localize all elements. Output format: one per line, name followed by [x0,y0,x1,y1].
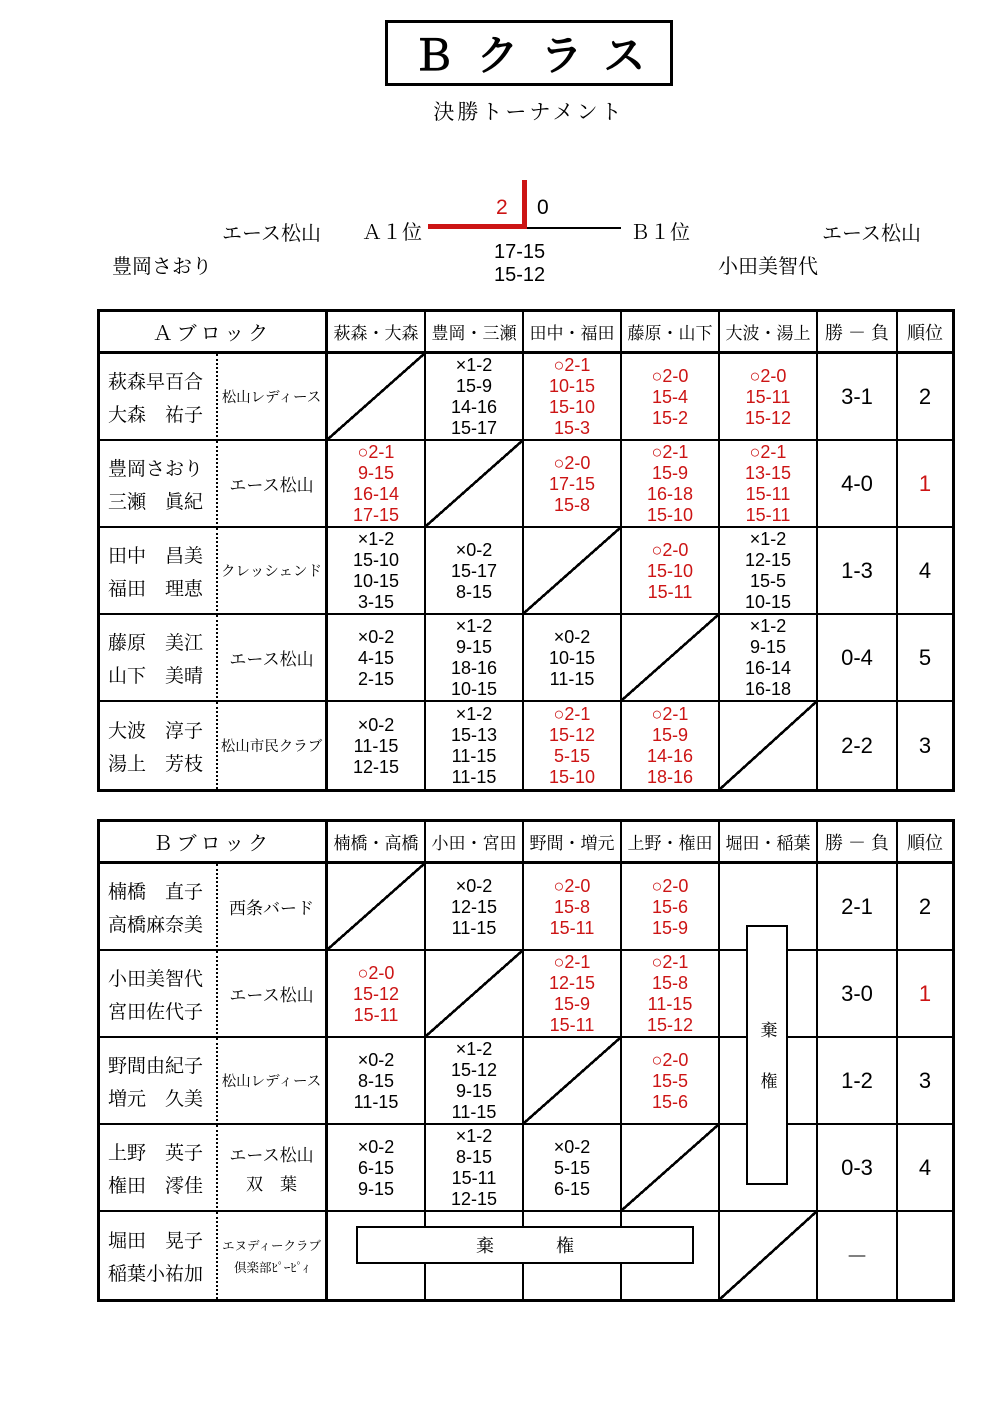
match-result-line: ○2-1 [553,355,591,375]
finalist-left-seed: Ａ１位 [362,222,422,244]
set-score-line: 15-17 [450,418,498,438]
set-score-line: 15-10 [646,505,694,525]
match-result-line: ×0-2 [455,539,493,560]
team-names [100,528,218,615]
set-score-line: 15-12 [352,983,400,1004]
rank-value: 1 [898,951,952,1038]
match-result-cell [426,354,524,441]
rank-value: 4 [898,528,952,615]
match-result-cell [426,1038,524,1125]
finalist-left-names: 豊岡さおり [112,256,212,278]
forfeit-vertical-box [746,925,788,1185]
match-result-line: ○2-0 [651,365,689,386]
block-label: Ｂブロック [100,822,328,864]
rank-value: 3 [918,732,932,758]
match-result-cell [622,528,720,615]
set-score-line: 5-15 [553,746,591,766]
rank-value: 3 [898,1038,952,1125]
tournament-subtitle: 決勝トーナメント [433,101,625,124]
set-score-line: 11-15 [353,735,399,756]
match-result-cell [622,441,720,528]
set-score-line: 15-12 [744,407,792,428]
team-name: 豊岡さおり [108,458,204,480]
finalist-right-names: 小田美智代 [718,256,818,278]
match-result-line: ○2-1 [651,704,689,724]
finalist-left-club: エース松山 [222,223,321,245]
match-result-line: ○2-1 [749,442,787,462]
team-name: 三瀬 眞紀 [108,491,204,513]
team-names [100,441,218,528]
set-score-line: 15-9 [553,994,591,1014]
match-result-line: ×0-2 [357,626,395,647]
set-score-line: 11-15 [451,1102,497,1122]
set-score-line: 2-15 [357,668,395,689]
set-score-line: 15-5 [749,571,787,591]
team-names [100,1038,218,1125]
match-result-line: ×1-2 [749,529,787,549]
final-set-score-2: 15-12 [494,264,546,286]
match-result-cell [426,615,524,702]
set-score-line: 15-11 [549,917,595,938]
match-result-cell [622,354,720,441]
team-name: 萩森早百合 [108,371,204,393]
team-names [100,702,218,789]
match-result-line: ○2-0 [357,962,395,983]
win-loss-record: 3-1 [818,354,898,441]
club-line: 西条バード [229,899,314,918]
page-title: Ｂクラス [412,32,668,79]
team-name: 大森 祐子 [108,404,204,426]
win-loss-record: 2-1 [818,864,898,951]
match-result-cell [524,1125,622,1212]
set-score-line: 15-13 [450,725,498,745]
match-result-cell [524,864,622,951]
set-score-line: 15-4 [651,386,689,407]
match-result-cell [720,441,818,528]
team-names [100,354,218,441]
match-result-cell [622,951,720,1038]
team-name: 権田 澪佳 [108,1175,204,1197]
set-score-line: 17-15 [352,505,400,525]
win-loss-record: 2-2 [818,702,898,789]
match-result-line: ○2-1 [553,952,591,972]
forfeit-vertical-text: 棄権 [757,1021,777,1123]
club-line: 松山市民クラブ [220,739,323,755]
match-result-line: ×0-2 [553,626,591,647]
team-name: 野間由紀子 [108,1055,204,1077]
set-score-line: 8-15 [455,1147,493,1167]
column-header: 野間・増元 [524,822,622,864]
set-score-line: 15-12 [646,1015,694,1035]
club-line: エース松山 [229,1145,314,1165]
match-result-cell [426,864,524,951]
set-score-line: 15-9 [651,725,689,745]
club-line: エース松山 [229,986,314,1005]
team-name: 大波 淳子 [108,720,204,742]
final-score-right: 0 [537,196,549,219]
match-result-cell [328,1125,426,1212]
set-score-line: 13-15 [744,463,792,483]
team-name: 堀田 晃子 [108,1230,204,1252]
rank-value [898,1212,952,1299]
team-name: 福田 理恵 [108,578,204,600]
win-loss-record: 4-0 [818,441,898,528]
block-b-table [97,819,955,1302]
win-loss-record: － [818,1212,898,1299]
set-score-line: 6-15 [357,1157,395,1178]
set-score-line: 10-15 [450,679,498,699]
set-score-line: 10-15 [548,647,596,668]
team-name: 山下 美晴 [108,665,204,687]
set-score-line: 12-15 [744,550,792,570]
bracket-winner-line [428,224,527,229]
team-name: 湯上 芳枝 [108,753,204,775]
match-result-line: ○2-0 [651,539,689,560]
team-club [218,1125,328,1212]
rank-value: 5 [898,615,952,702]
match-result-cell [720,615,818,702]
team-names [100,615,218,702]
club-line: エース松山 [229,650,314,669]
team-name: 増元 久美 [108,1088,204,1110]
set-score-line: 11-15 [549,668,595,689]
set-score-line: 17-15 [548,473,596,494]
set-score-line: 16-18 [646,484,694,504]
set-score-line: 10-15 [548,376,596,396]
match-result-cell [426,528,524,615]
match-result-line: ○2-1 [651,952,689,972]
team-name: 上野 英子 [108,1142,204,1164]
forfeit-horizontal-box [356,1226,694,1264]
club-line: 松山レディース [221,390,322,406]
set-score-line: 9-15 [455,1081,493,1101]
match-result-line: ×1-2 [357,529,395,549]
match-result-line: ○2-0 [553,452,591,473]
rank-column-header: 順位 [898,822,952,864]
match-result-cell [622,1038,720,1125]
team-club [218,528,328,615]
club-line: エヌディークラブ [221,1238,321,1253]
set-score-line: 9-15 [455,637,493,657]
match-result-line: ○2-1 [553,704,591,724]
set-score-line: 15-10 [548,397,596,417]
win-loss-record: 3-0 [818,951,898,1038]
set-score-line: 15-11 [647,581,693,602]
record-column-header: 勝 － 負 [818,312,898,354]
set-score-line: 15-11 [549,1015,595,1035]
block-a-table [97,309,955,792]
set-score-line: 16-14 [352,484,400,504]
set-score-line: 4-15 [357,647,395,668]
team-club [218,441,328,528]
set-score-line: 15-9 [651,463,689,483]
match-result-line: ○2-0 [651,1049,689,1070]
set-score-line: 5-15 [553,1157,591,1178]
set-score-line: 15-11 [745,505,791,525]
team-name: 藤原 美江 [108,632,204,654]
match-result-cell [328,528,426,615]
team-names [100,1125,218,1212]
set-score-line: 14-16 [450,397,498,417]
set-score-line: 15-10 [352,550,400,570]
match-result-line: ×1-2 [749,616,787,636]
set-score-line: 10-15 [352,571,400,591]
set-score-line: 15-11 [353,1004,399,1025]
set-score-line: 6-15 [553,1178,591,1199]
column-header: 豊岡・三瀬 [426,312,524,354]
win-loss-record: 0-4 [818,615,898,702]
team-club [218,864,328,951]
match-result-line: ○2-1 [357,442,395,462]
column-header: 上野・権田 [622,822,720,864]
match-result-cell [524,441,622,528]
bracket-winner-riser [522,180,527,229]
set-score-line: 11-15 [451,767,497,787]
set-score-line: 15-9 [455,376,493,396]
match-result-cell [328,441,426,528]
team-names [100,864,218,951]
column-header: 田中・福田 [524,312,622,354]
column-header: 小田・宮田 [426,822,524,864]
set-score-line: 9-15 [357,463,395,483]
block-label: Ａブロック [100,312,328,354]
team-club [218,354,328,441]
match-result-line: ×0-2 [357,1049,395,1070]
match-result-cell [524,615,622,702]
set-score-line: 15-6 [651,1091,689,1112]
set-score-line: 15-8 [553,494,591,515]
team-name: 高橋麻奈美 [108,914,204,936]
club-line: 松山レディース [221,1074,322,1090]
self-match-diagonal [426,441,524,528]
rank-value: 2 [898,864,952,951]
match-result-line: ×0-2 [357,714,395,735]
rank-column-header: 順位 [898,312,952,354]
set-score-line: 15-9 [651,917,689,938]
team-names [100,951,218,1038]
match-result-line: ○2-1 [651,442,689,462]
team-club [218,1212,328,1299]
set-score-line: 15-10 [646,560,694,581]
bracket-loser-line [527,227,621,229]
match-result-line: ×0-2 [357,1136,395,1157]
match-result-cell [328,951,426,1038]
set-score-line: 15-11 [451,1168,497,1188]
set-score-line: 12-15 [450,1189,498,1209]
finalist-right-club: エース松山 [822,223,921,245]
set-score-line: 12-15 [450,896,498,917]
set-score-line: 11-15 [451,746,497,766]
team-name: 稲葉小祐加 [108,1263,204,1285]
set-score-line: 8-15 [357,1070,395,1091]
self-match-diagonal [720,702,818,789]
match-result-line: ×1-2 [455,1126,493,1146]
match-result-line: ○2-0 [651,875,689,896]
set-score-line: 3-15 [357,592,395,612]
club-line: クレッシェンド [220,564,323,580]
set-score-line: 14-16 [646,746,694,766]
win-loss-record: 0-3 [818,1125,898,1212]
set-score-line: 15-8 [553,896,591,917]
match-result-cell [328,702,426,789]
set-score-line: 11-15 [451,917,497,938]
match-result-line: ×1-2 [455,355,493,375]
set-score-line: 12-15 [352,756,400,777]
match-result-line: ○2-0 [749,365,787,386]
page-title-box [385,20,673,86]
self-match-diagonal [622,615,720,702]
set-score-line: 15-12 [450,1060,498,1080]
set-score-line: 11-15 [647,994,693,1014]
match-result-cell [524,354,622,441]
match-result-cell [328,1038,426,1125]
match-result-cell [622,864,720,951]
column-header: 大波・湯上 [720,312,818,354]
set-score-line: 10-15 [744,592,792,612]
match-result-line: ×0-2 [553,1136,591,1157]
club-line: 双 葉 [246,1174,297,1194]
match-result-cell [524,951,622,1038]
match-result-line: ×1-2 [455,1039,493,1059]
column-header: 萩森・大森 [328,312,426,354]
set-score-line: 15-8 [651,973,689,993]
rank-value: 1 [898,441,952,528]
match-result-cell [426,1125,524,1212]
set-score-line: 15-10 [548,767,596,787]
match-result-cell [524,702,622,789]
set-score-line: 9-15 [357,1178,395,1199]
team-name: 楠橋 直子 [108,881,204,903]
set-score-line: 16-14 [744,658,792,678]
set-score-line: 15-5 [651,1070,689,1091]
team-club [218,702,328,789]
match-result-line: ×1-2 [455,616,493,636]
team-name: 宮田佐代子 [108,1001,204,1023]
set-score-line: 15-3 [553,418,591,438]
final-set-score-1: 17-15 [494,241,546,263]
rank-value: 4 [898,1125,952,1212]
column-header: 藤原・山下 [622,312,720,354]
set-score-line: 11-15 [353,1091,399,1112]
self-match-diagonal [524,1038,622,1125]
match-result-line: ×0-2 [455,875,493,896]
self-match-diagonal [524,528,622,615]
final-score-left: 2 [496,196,508,219]
set-score-line: 18-16 [450,658,498,678]
team-names [100,1212,218,1299]
rank-value: 2 [898,354,952,441]
match-result-line: ○2-0 [553,875,591,896]
set-score-line: 15-12 [548,725,596,745]
team-club [218,615,328,702]
set-score-line: 15-11 [745,386,791,407]
self-match-diagonal [328,864,426,951]
club-line: 倶楽部ﾋﾟｰﾋﾟｨ [233,1260,309,1275]
block-grid [100,312,952,789]
team-name: 小田美智代 [108,968,204,990]
team-club [218,1038,328,1125]
set-score-line: 18-16 [646,767,694,787]
match-result-cell [426,702,524,789]
forfeit-horizontal-text: 棄権 [476,1236,636,1256]
set-score-line: 15-6 [651,896,689,917]
match-result-cell [328,615,426,702]
match-result-cell [622,702,720,789]
match-result-cell [720,528,818,615]
record-column-header: 勝 － 負 [818,822,898,864]
self-match-diagonal [720,1212,818,1299]
team-name: 田中 昌美 [108,545,204,567]
self-match-diagonal [328,354,426,441]
club-line: エース松山 [229,476,314,495]
win-loss-record: 1-2 [818,1038,898,1125]
set-score-line: 12-15 [548,973,596,993]
team-club [218,951,328,1038]
match-result-cell [720,354,818,441]
match-result-line: ×1-2 [455,704,493,724]
set-score-line: 15-11 [745,484,791,504]
set-score-line: 8-15 [455,581,493,602]
set-score-line: 16-18 [744,679,792,699]
self-match-diagonal [426,951,524,1038]
set-score-line: 15-2 [651,407,689,428]
self-match-diagonal [622,1125,720,1212]
set-score-line: 15-17 [450,560,498,581]
finalist-right-seed: Ｂ１位 [630,222,690,244]
column-header: 堀田・稲葉 [720,822,818,864]
column-header: 楠橋・高橋 [328,822,426,864]
win-loss-record: 1-3 [818,528,898,615]
set-score-line: 9-15 [749,637,787,657]
